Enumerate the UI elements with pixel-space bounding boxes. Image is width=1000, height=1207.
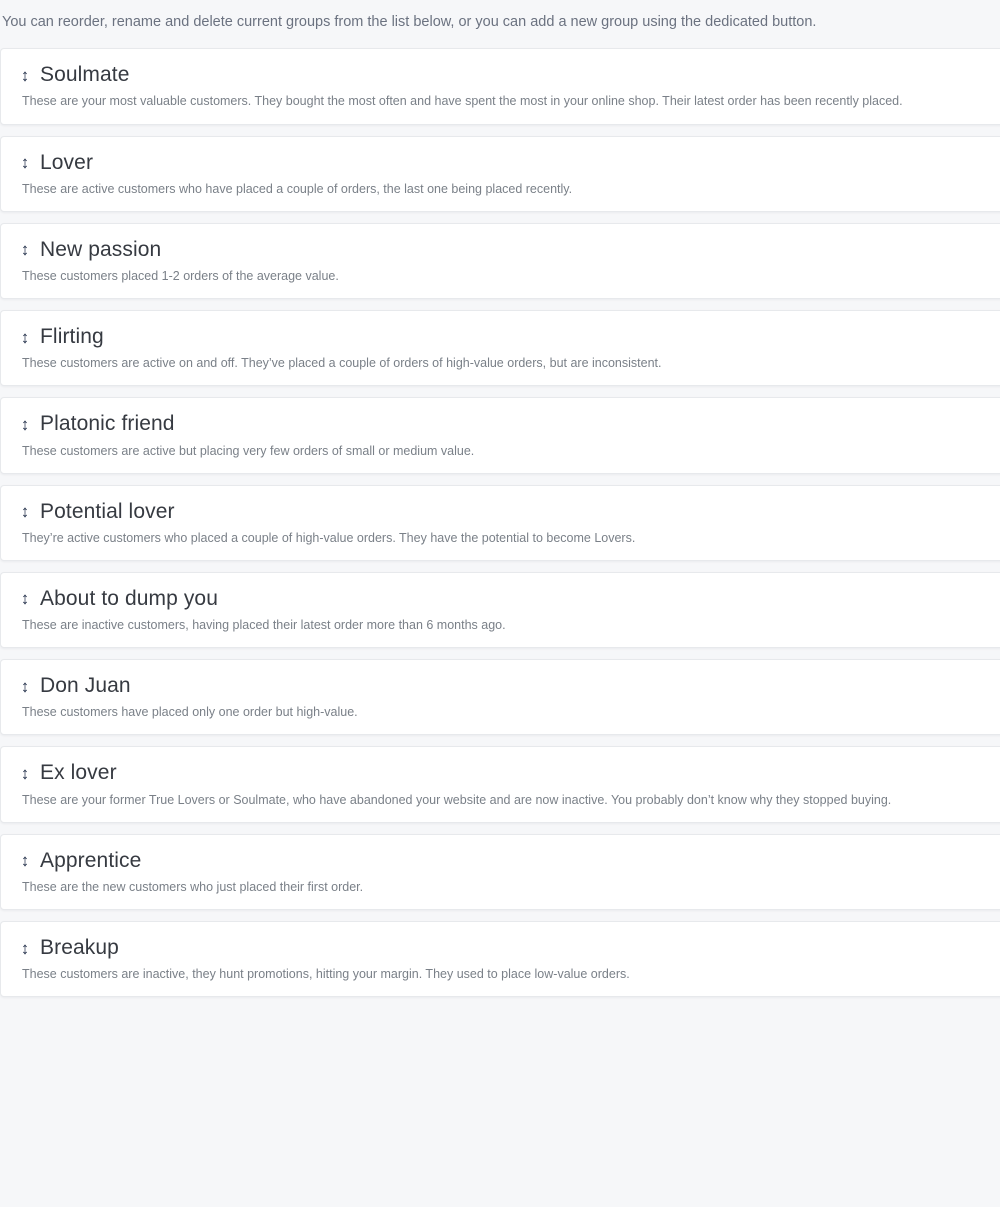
list-item[interactable]: [0, 659, 1000, 735]
group-title: Ex lover: [40, 761, 117, 785]
group-description: They’re active customers who placed a couple of high-value orders. They have the potential to become Lovers.: [22, 530, 636, 545]
group-header: [19, 238, 994, 262]
drag-handle-icon[interactable]: ↕: [20, 763, 30, 783]
drag-handle-icon[interactable]: ↕: [20, 938, 30, 958]
page-instructions: You can reorder, rename and delete current groups from the list below, or you can add a new group using the dedicated button.: [2, 14, 817, 30]
group-description: These are inactive customers, having placed their latest order more than 6 months ago.: [22, 618, 506, 633]
group-title: Platonic friend: [40, 412, 175, 436]
group-title: Don Juan: [40, 674, 131, 698]
group-header: [19, 674, 994, 698]
list-item[interactable]: [0, 310, 1000, 386]
group-title: Flirting: [40, 325, 104, 349]
group-header: [19, 63, 994, 87]
group-header: [19, 151, 994, 175]
group-title: Lover: [40, 150, 94, 174]
drag-handle-icon[interactable]: ↕: [20, 676, 30, 696]
group-title: Apprentice: [40, 848, 142, 872]
group-title: Potential lover: [40, 499, 175, 523]
list-item[interactable]: [0, 136, 1000, 212]
group-description: These customers are inactive, they hunt promotions, hitting your margin. They used to place low-value orders.: [22, 967, 630, 982]
group-header: [19, 500, 994, 524]
drag-handle-icon[interactable]: ↕: [20, 65, 30, 85]
group-header: [19, 936, 994, 960]
group-header: [19, 325, 994, 349]
drag-handle-icon[interactable]: ↕: [20, 240, 30, 260]
group-description: These are your most valuable customers. They bought the most often and have spent the most in your online shop. Their latest order has been recently placed.: [22, 94, 903, 109]
list-item[interactable]: [0, 572, 1000, 648]
group-header: [19, 587, 994, 611]
list-item[interactable]: [0, 485, 1000, 561]
group-description: These customers are active but placing very few orders of small or medium value.: [22, 443, 475, 458]
group-title: New passion: [40, 237, 162, 261]
group-title: Soulmate: [40, 63, 130, 87]
drag-handle-icon[interactable]: ↕: [20, 502, 30, 522]
group-description: These customers have placed only one order but high-value.: [22, 705, 358, 720]
group-list: [0, 48, 1000, 997]
group-header: [19, 412, 994, 436]
group-description: These are your former True Lovers or Soulmate, who have abandoned your website and are now inactive. You probably don’t know why they stopped buying.: [22, 792, 892, 807]
group-title: Breakup: [40, 935, 119, 959]
drag-handle-icon[interactable]: ↕: [20, 851, 30, 871]
group-header: [19, 761, 994, 785]
group-description: These are the new customers who just placed their first order.: [22, 879, 364, 894]
drag-handle-icon[interactable]: ↕: [20, 327, 30, 347]
group-description: These customers placed 1-2 orders of the average value.: [22, 268, 339, 283]
drag-handle-icon[interactable]: ↕: [20, 414, 30, 434]
drag-handle-icon[interactable]: ↕: [20, 153, 30, 173]
list-item[interactable]: [0, 223, 1000, 299]
group-description: These are active customers who have placed a couple of orders, the last one being placed recently.: [22, 181, 573, 196]
list-item[interactable]: [0, 397, 1000, 473]
group-description: These customers are active on and off. They’ve placed a couple of orders of high-value orders, but are inconsistent.: [22, 356, 662, 371]
group-header: [19, 849, 994, 873]
drag-handle-icon[interactable]: ↕: [20, 589, 30, 609]
list-item[interactable]: [0, 746, 1000, 822]
list-item[interactable]: [0, 921, 1000, 997]
list-item[interactable]: [0, 48, 1000, 124]
group-title: About to dump you: [40, 586, 218, 610]
list-item[interactable]: [0, 834, 1000, 910]
